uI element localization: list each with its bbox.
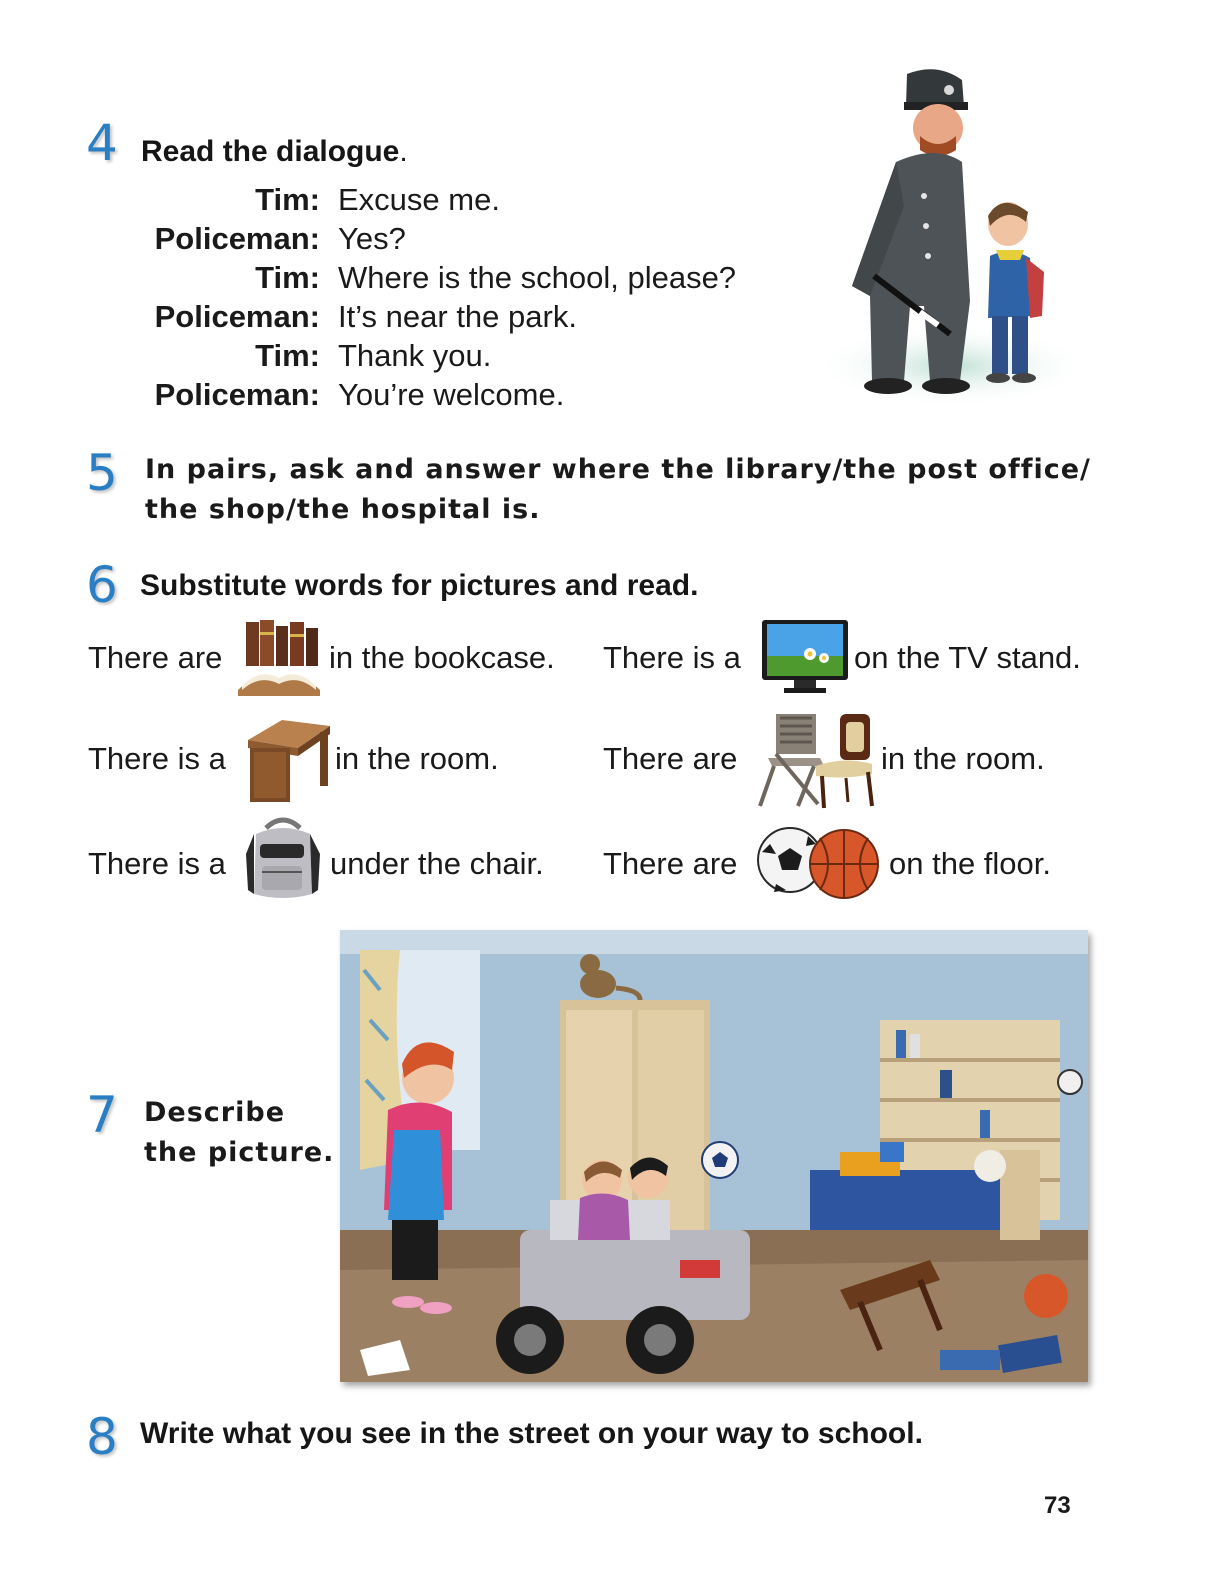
dialogue-speaker: Tim: bbox=[255, 182, 320, 217]
desk-icon bbox=[242, 718, 332, 806]
backpack-icon bbox=[244, 814, 322, 902]
dialogue-speaker: Tim: bbox=[255, 338, 320, 373]
dialogue-speaker: Policeman: bbox=[154, 299, 320, 334]
sentence-end: in the room. bbox=[881, 741, 1045, 776]
tv-icon bbox=[760, 618, 850, 696]
task-5-line-2: the shop/the hospital is. bbox=[145, 494, 541, 525]
sentence-end: on the TV stand. bbox=[854, 640, 1081, 675]
dialogue-speaker: Tim: bbox=[255, 260, 320, 295]
task-6-title: Substitute words for pictures and read. bbox=[140, 569, 699, 602]
sentence-start: There is a bbox=[88, 741, 226, 776]
dialogue-line: Yes? bbox=[338, 221, 406, 256]
task-7-line-1: Describe bbox=[144, 1097, 286, 1128]
task-5-line-1: In pairs, ask and answer where the library/the post office/ bbox=[145, 454, 1091, 485]
balls-icon bbox=[756, 824, 880, 900]
task-number-8: 8 bbox=[86, 1408, 118, 1466]
sentence-end: in the bookcase. bbox=[329, 640, 555, 675]
dialogue bbox=[100, 180, 736, 414]
task-number-4: 4 bbox=[86, 114, 118, 172]
sentence-end: under the chair. bbox=[330, 846, 544, 881]
dialogue-speaker: Policeman: bbox=[154, 221, 320, 256]
sentence-end: on the floor. bbox=[889, 846, 1052, 881]
dialogue-row bbox=[100, 297, 736, 336]
chairs-icon bbox=[754, 710, 878, 810]
sentence-start: There are bbox=[603, 741, 738, 776]
policeman-and-boy-illustration bbox=[812, 66, 1074, 406]
books-icon bbox=[236, 618, 322, 698]
dialogue-line: Thank you. bbox=[338, 338, 492, 373]
sentence-start: There is a bbox=[603, 640, 741, 675]
dialogue-line: It’s near the park. bbox=[338, 299, 577, 334]
dialogue-row bbox=[100, 219, 736, 258]
task-number-5: 5 bbox=[86, 444, 118, 502]
task-number-6: 6 bbox=[86, 556, 118, 614]
dialogue-line: You’re welcome. bbox=[338, 377, 565, 412]
task-number-7: 7 bbox=[86, 1086, 118, 1144]
room-illustration bbox=[340, 930, 1088, 1382]
page-number: 73 bbox=[1044, 1492, 1071, 1519]
dialogue-line: Excuse me. bbox=[338, 182, 500, 217]
task-4-title-punct: . bbox=[399, 135, 408, 168]
dialogue-speaker: Policeman: bbox=[154, 377, 320, 412]
task-8-title: Write what you see in the street on your way to school. bbox=[140, 1417, 923, 1450]
dialogue-row bbox=[100, 258, 736, 297]
task-7-line-2: the picture. bbox=[144, 1137, 335, 1168]
dialogue-row bbox=[100, 336, 736, 375]
sentence-start: There is a bbox=[88, 846, 226, 881]
task-4-title bbox=[141, 134, 408, 170]
sentence-end: in the room. bbox=[335, 741, 499, 776]
sentence-start: There are bbox=[603, 846, 738, 881]
dialogue-row bbox=[100, 375, 736, 414]
dialogue-line: Where is the school, please? bbox=[338, 260, 737, 295]
sentence-start: There are bbox=[88, 640, 223, 675]
task-4-title-text: Read the dialogue bbox=[141, 135, 400, 168]
dialogue-row bbox=[100, 180, 736, 219]
